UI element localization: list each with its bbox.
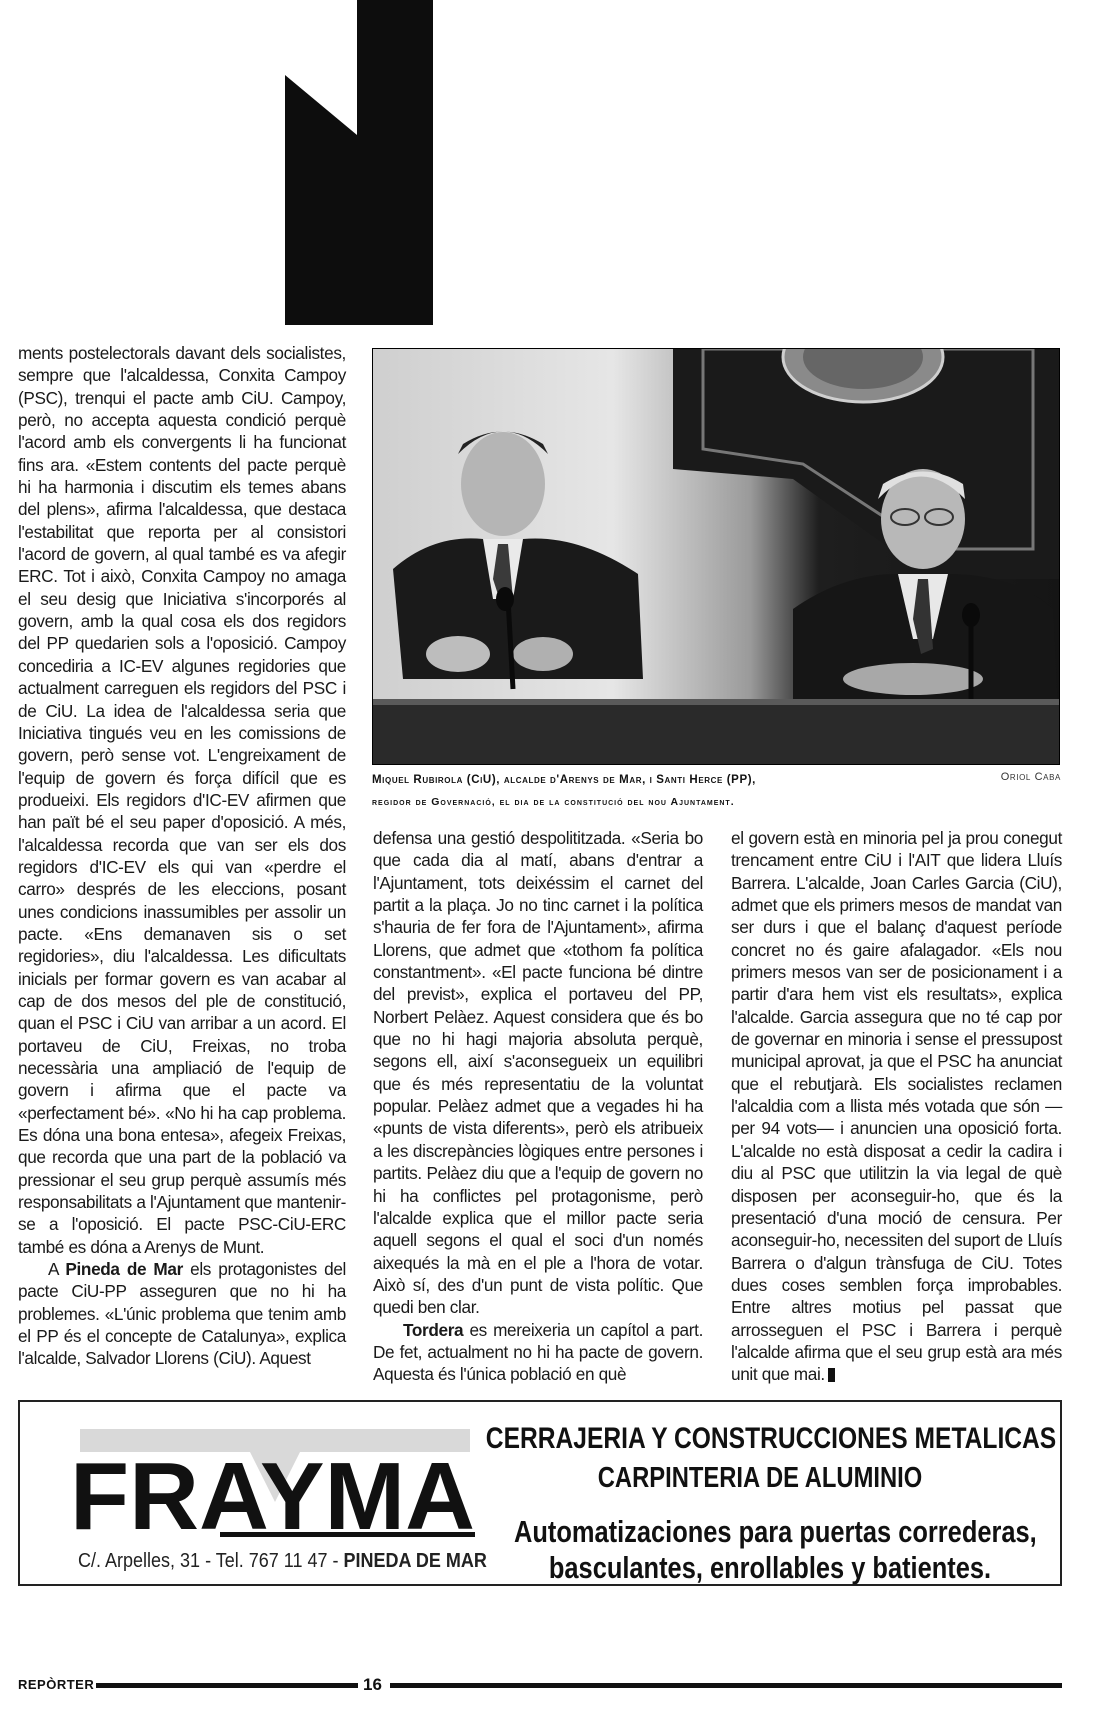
footer-rule (390, 1683, 1062, 1688)
footer-rule (96, 1683, 358, 1688)
frayma-logo-text: FRAYMA (70, 1443, 475, 1542)
article-column-left (18, 342, 346, 1370)
photo-caption: Miquel Rubirola (CiU), alcalde d'Arenys de Mar, i Santi Herce (PP), regidor de Governació, el dia de la constitució del nou Ajuntament. (372, 774, 756, 808)
article-column-right (731, 827, 1062, 1386)
place-name: Tordera (403, 1319, 464, 1340)
article-column-middle (373, 827, 703, 1386)
magazine-name: REPÒRTER (18, 1677, 95, 1692)
photo-credit: Oriol Caba (1000, 771, 1061, 783)
photo-illustration (373, 349, 1059, 764)
article-paragraph: ments postelectorals davant dels socialistes, sempre que l'alcaldessa, Conxita Campoy (PSC), trenqui el pacte amb CiU. Campoy, però, no accepta aquesta condició perquè l'acord amb els convergents li ha funcionat fins ara. «Estem contents del pacte perquè hi ha harmonia i discutim els temes abans del plens», afirma l'alcaldessa, que destaca l'estabilitat que reporta per al consistori l'acord de govern, al qual també es va afegir ERC. Tot i això, Conxita Campoy no amaga el seu desig que Iniciativa s'incorporés al govern, amb la qual cosa els dos regidors del PP quedarien sols a l'oposició. Campoy concediria a IC-EV algunes regidories que actualment carreguen els regidors del PSC i de CiU. La idea de l'alcaldessa seria que Iniciativa tingués veu en les comissions de govern, però sense vot. L'engreixament de l'equip de govern és força difícil que es produeixi. Els regidors d'IC-EV afirmen que han paït bé el seu paper d'oposició. A més, l'alcaldessa recorda que van ser els dos regidors d'IC-EV els qui van «perdre el carro» després de les eleccions, posant unes condicions inassumibles per assolir un pacte. «Ens demanaven sis o set regidories», diu l'alcaldessa. Les dificultats inicials per formar govern es van acabar al cap de dos mesos del ple de constitució, quan el PSC i CiU van arribar a un acord. El portaveu de CiU, Freixas, no troba necessària una ampliació de l'equip de govern i afirma que el pacte va «perfectament bé». «No hi ha cap problema. Es dóna una bona entesa», afegeix Freixas, que recorda que una part de la població va pressionar el seu grup perquè assumís més responsabilitats a l'Ajuntament que mantenir-se a l'oposició. El pacte PSC-CiU-ERC també es dóna a Arenys de Munt. (18, 343, 346, 1257)
article-paragraph: Tordera es mereixeria un capítol a part. De fet, actualment no hi ha pacte de govern. Aquesta és l'única població en què (373, 1319, 703, 1385)
frayma-logo (70, 1427, 480, 1542)
end-mark-icon (828, 1368, 835, 1382)
ad-tagline: basculantes, enrollables y batientes. (548, 1550, 992, 1585)
ad-address: C/. Arpelles, 31 - Tel. 767 11 47 - PINEDA DE MAR (78, 1550, 487, 1572)
place-name: Pineda de Mar (65, 1259, 183, 1280)
news-photo (372, 348, 1060, 765)
page-number: 16 (363, 1675, 382, 1694)
article-paragraph: defensa una gestió despolititzada. «Seria bo que cada dia al matí, abans d'entrar a l'Ajuntament, tots deixéssim el carnet del partit a la plaça. Jo no tinc carnet i la política s'hauria de fer fora de l'Ajuntament», afirma Llorens, que admet que «tothom fa política constantment». «El pacte funciona bé dintre del previst», explica el portaveu del PP, Norbert Pelàez. Aquest considera que és bo que no hi hagi majoria absoluta perquè, segons ell, així s'aconsegueix un equilibri que és més representatiu de la voluntat popular. Pelàez admet que a vegades hi ha «punts de vista diferents», però els atribueix a les discrepàncies lògiques entre persones i partits. Pelàez diu que a l'equip de govern no hi ha conflictes pel protagonisme, però l'alcalde explica que el millor pacte seria aquell segons el qual el soci d'un només aixequés la mà en el ple a l'hora de votar. Això sí, des d'un punt de vista polític. Que quedi ben clar. (373, 828, 703, 1318)
ad-subheadline: CARPINTERIA DE ALUMINIO (597, 1462, 923, 1494)
article-paragraph: A Pineda de Mar els protagonistes del pacte CiU-PP asseguren que no hi ha problemes. «L'únic problema que tenim amb el PP és el concepte de Catalunya», explica l'alcalde, Salvador Llorens (CiU). Aquest (18, 1259, 346, 1369)
ad-headline: CERRAJERIA Y CONSTRUCCIONES METALICAS (485, 1422, 1057, 1455)
article-paragraph: el govern està en minoria pel ja prou conegut trencament entre CiU i l'AIT que lidera Lluís Barrera. L'alcalde, Joan Carles Garcia (CiU), admet que els primers mesos de mandat van ser durs i que el balanç d'aquest període concret no és gaire afalagador. «Els nou primers mesos van ser de posicionament i a partir d'ara hem vist els resultats», explica l'alcalde. Garcia assegura que no té cap por de governar en minoria i sense el pressupost municipal aprovat, ja que el PSC ha anunciat que el rebutjarà. Els socialistes reclamen l'alcaldia com a llista més votada que són —per 94 vots— i anuncien una oposició forta. L'alcalde no està disposat a cedir la cadira i diu al PSC que utilitzin la via legal de què disposen per aconseguir-ho, que és la presentació d'una moció de censura. Per aconseguir-ho, necessiten del suport de Lluís Barrera o d'algun trànsfuga de CiU. Totes dues coses semblen força improbables. Entre altres motius pel passat que arrosseguen el PSC i Barrera i perquè l'alcalde afirma que el seu grup està ara més unit que mai. (731, 828, 1062, 1385)
decorative-black-block (285, 0, 433, 325)
advertisement-box (18, 1400, 1062, 1586)
ad-tagline: Automatizaciones para puertas correderas, (514, 1514, 1037, 1549)
page-footer (18, 1675, 1062, 1697)
